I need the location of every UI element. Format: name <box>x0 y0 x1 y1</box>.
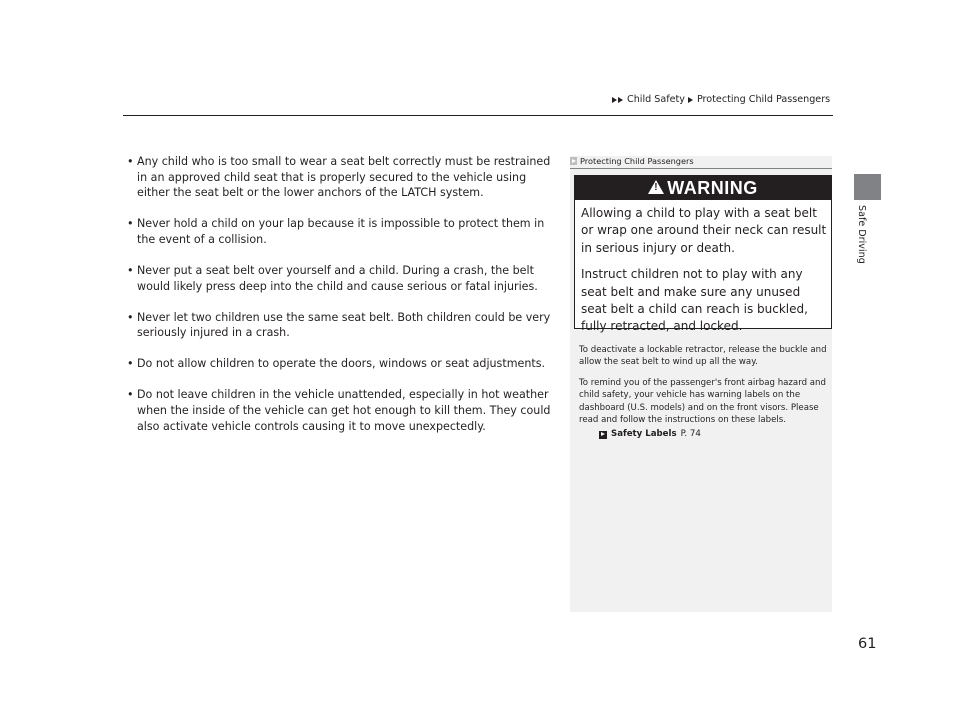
list-item: • Any child who is too small to wear a seat belt correctly must be restrained in an approved child seat that is properly secured to the vehicle using either the seat belt or the lower anchors of the LATCH system. <box>128 154 558 201</box>
section-tab-text: Safe Driving <box>856 205 867 264</box>
warning-box <box>574 175 832 334</box>
warning-triangle-icon <box>648 180 664 194</box>
cross-reference-link[interactable] <box>579 428 829 440</box>
breadcrumb <box>612 94 830 105</box>
cross-reference-page: P. 74 <box>680 429 701 440</box>
sidebar-heading <box>570 156 832 166</box>
sidebar-heading-text: Protecting Child Passengers <box>580 156 694 166</box>
breadcrumb-child-safety[interactable]: Child Safety <box>627 94 685 105</box>
sidebar-note: To deactivate a lockable retractor, release the buckle and allow the seat belt to wind up all the way. <box>579 345 827 368</box>
sidebar-heading-divider <box>570 168 832 169</box>
list-item: • Never let two children use the same seat belt. Both children could be very seriously injured in a crash. <box>128 310 558 341</box>
cross-reference-label: Safety Labels <box>611 429 677 440</box>
list-item: • Do not leave children in the vehicle unattended, especially in hot weather when the inside of the vehicle can get hot enough to kill them. They could also activate vehicle controls causing it to move unexpectedly. <box>128 387 558 434</box>
warning-title-bar <box>575 176 831 200</box>
sidebar-note: To remind you of the passenger's front airbag hazard and child safety, your vehicle has warning labels on the dashboard (U.S. models) and on the front visors. Please read and follow the instructions on these labels. <box>579 377 826 426</box>
warning-text <box>581 205 827 345</box>
list-item: • Do not allow children to operate the doors, windows or seat adjustments. <box>128 356 558 372</box>
warning-paragraph: Instruct children not to play with any seat belt and make sure any unused seat belt a child can reach is buckled, fully retracted, and locked. <box>581 267 808 334</box>
sidebar-notes <box>579 344 829 441</box>
breadcrumb-protecting-child-passengers[interactable]: Protecting Child Passengers <box>696 94 831 105</box>
breadcrumb-arrow-icon <box>688 97 693 103</box>
breadcrumb-arrow-icon <box>618 97 623 103</box>
reference-arrow-icon <box>599 431 607 439</box>
warning-paragraph: Allowing a child to play with a seat belt or wrap one around their neck can result in serious injury or death. <box>581 206 827 255</box>
section-tab-label <box>855 205 869 275</box>
list-item: • Never hold a child on your lap because it is impossible to protect them in the event of a collision. <box>128 216 558 247</box>
header-divider <box>123 115 833 116</box>
page-number: 61 <box>858 636 877 652</box>
breadcrumb-arrow-icon <box>612 97 617 103</box>
note-marker-icon <box>570 157 577 165</box>
warning-title: WARNING <box>667 177 758 198</box>
section-tab-marker <box>854 174 881 200</box>
list-item: • Never put a seat belt over yourself and a child. During a crash, the belt would likely press deep into the child and cause serious or fatal injuries. <box>128 263 558 294</box>
safety-bullet-list <box>128 154 558 450</box>
